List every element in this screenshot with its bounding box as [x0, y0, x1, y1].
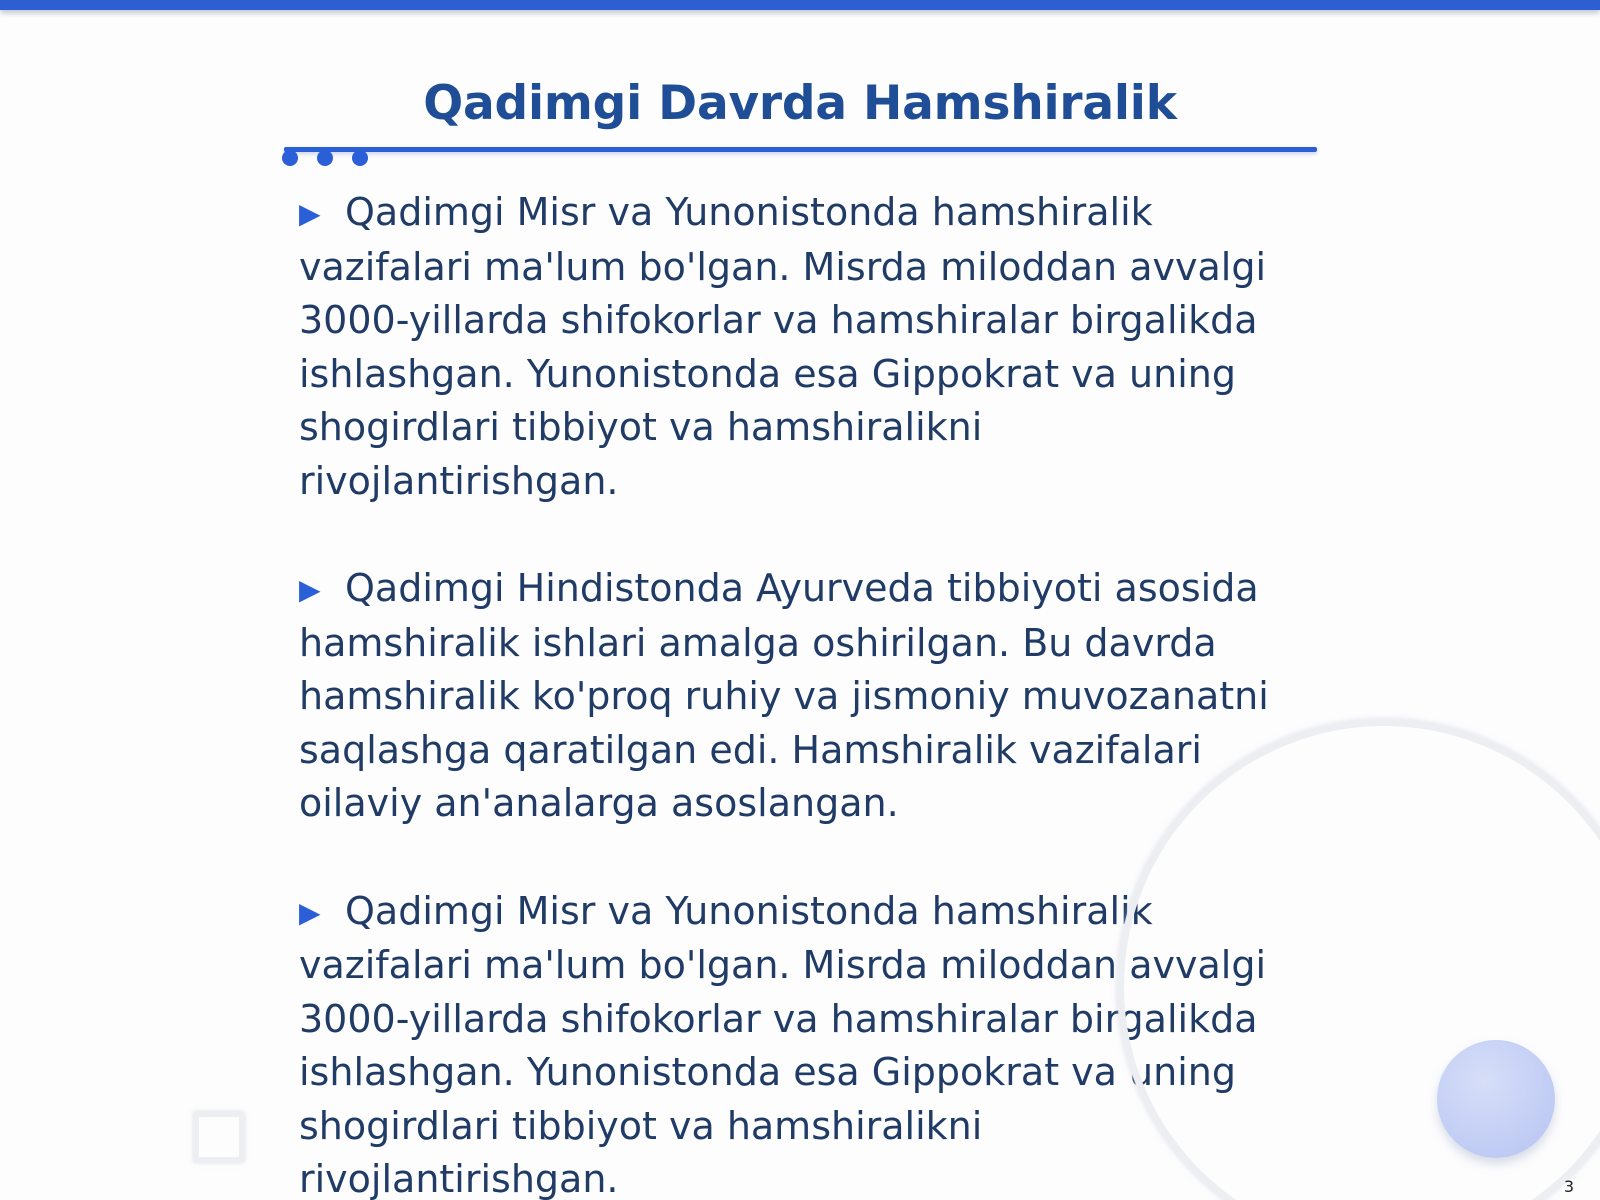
top-accent-bar [0, 0, 1600, 10]
bullet-text: Qadimgi Misr va Yunonistonda hamshiralik vazifalari ma'lum bo'lgan. Misrda miloddan avvalgi 3000-yillarda shifokorlar va hamshiralar birgalikda ishlashgan. Yunonistonda esa Gippokrat va uning shogirdlari tibbiyot va hamshiralikni rivojlantirishgan. [299, 888, 1266, 1200]
decorative-square [194, 1112, 244, 1162]
bullet-text: Qadimgi Hindistonda Ayurveda tibbiyoti asosida hamshiralik ishlari amalga oshirilgan. Bu davrda hamshiralik ko'proq ruhiy va jismoniy muvozanatni saqlashga qaratilgan edi. Hamshiralik vazifalari oilaviy an'analarga asoslangan. [299, 566, 1269, 825]
slide-title: Qadimgi Davrda Hamshiralik [423, 76, 1177, 131]
triangle-right-icon: ▶ [299, 573, 321, 606]
bullet-text: Qadimgi Misr va Yunonistonda hamshiralik vazifalari ma'lum bo'lgan. Misrda miloddan avvalgi 3000-yillarda shifokorlar va hamshiralar birgalikda ishlashgan. Yunonistonda esa Gippokrat va uning shogirdlari tibbiyot va hamshiralikni rivojlantirishgan. [299, 190, 1266, 503]
underline-dot [352, 150, 368, 166]
bullet-paragraph [299, 562, 1309, 831]
triangle-right-icon: ▶ [299, 197, 321, 230]
triangle-right-icon: ▶ [299, 895, 321, 929]
title-underline [284, 147, 1317, 152]
title-underline-dots [282, 150, 372, 168]
page-number: 3 [1563, 1177, 1574, 1196]
underline-dot [282, 150, 298, 166]
underline-dot [317, 150, 333, 166]
bullet-paragraph [299, 186, 1309, 508]
decorative-circle [1437, 1040, 1555, 1158]
